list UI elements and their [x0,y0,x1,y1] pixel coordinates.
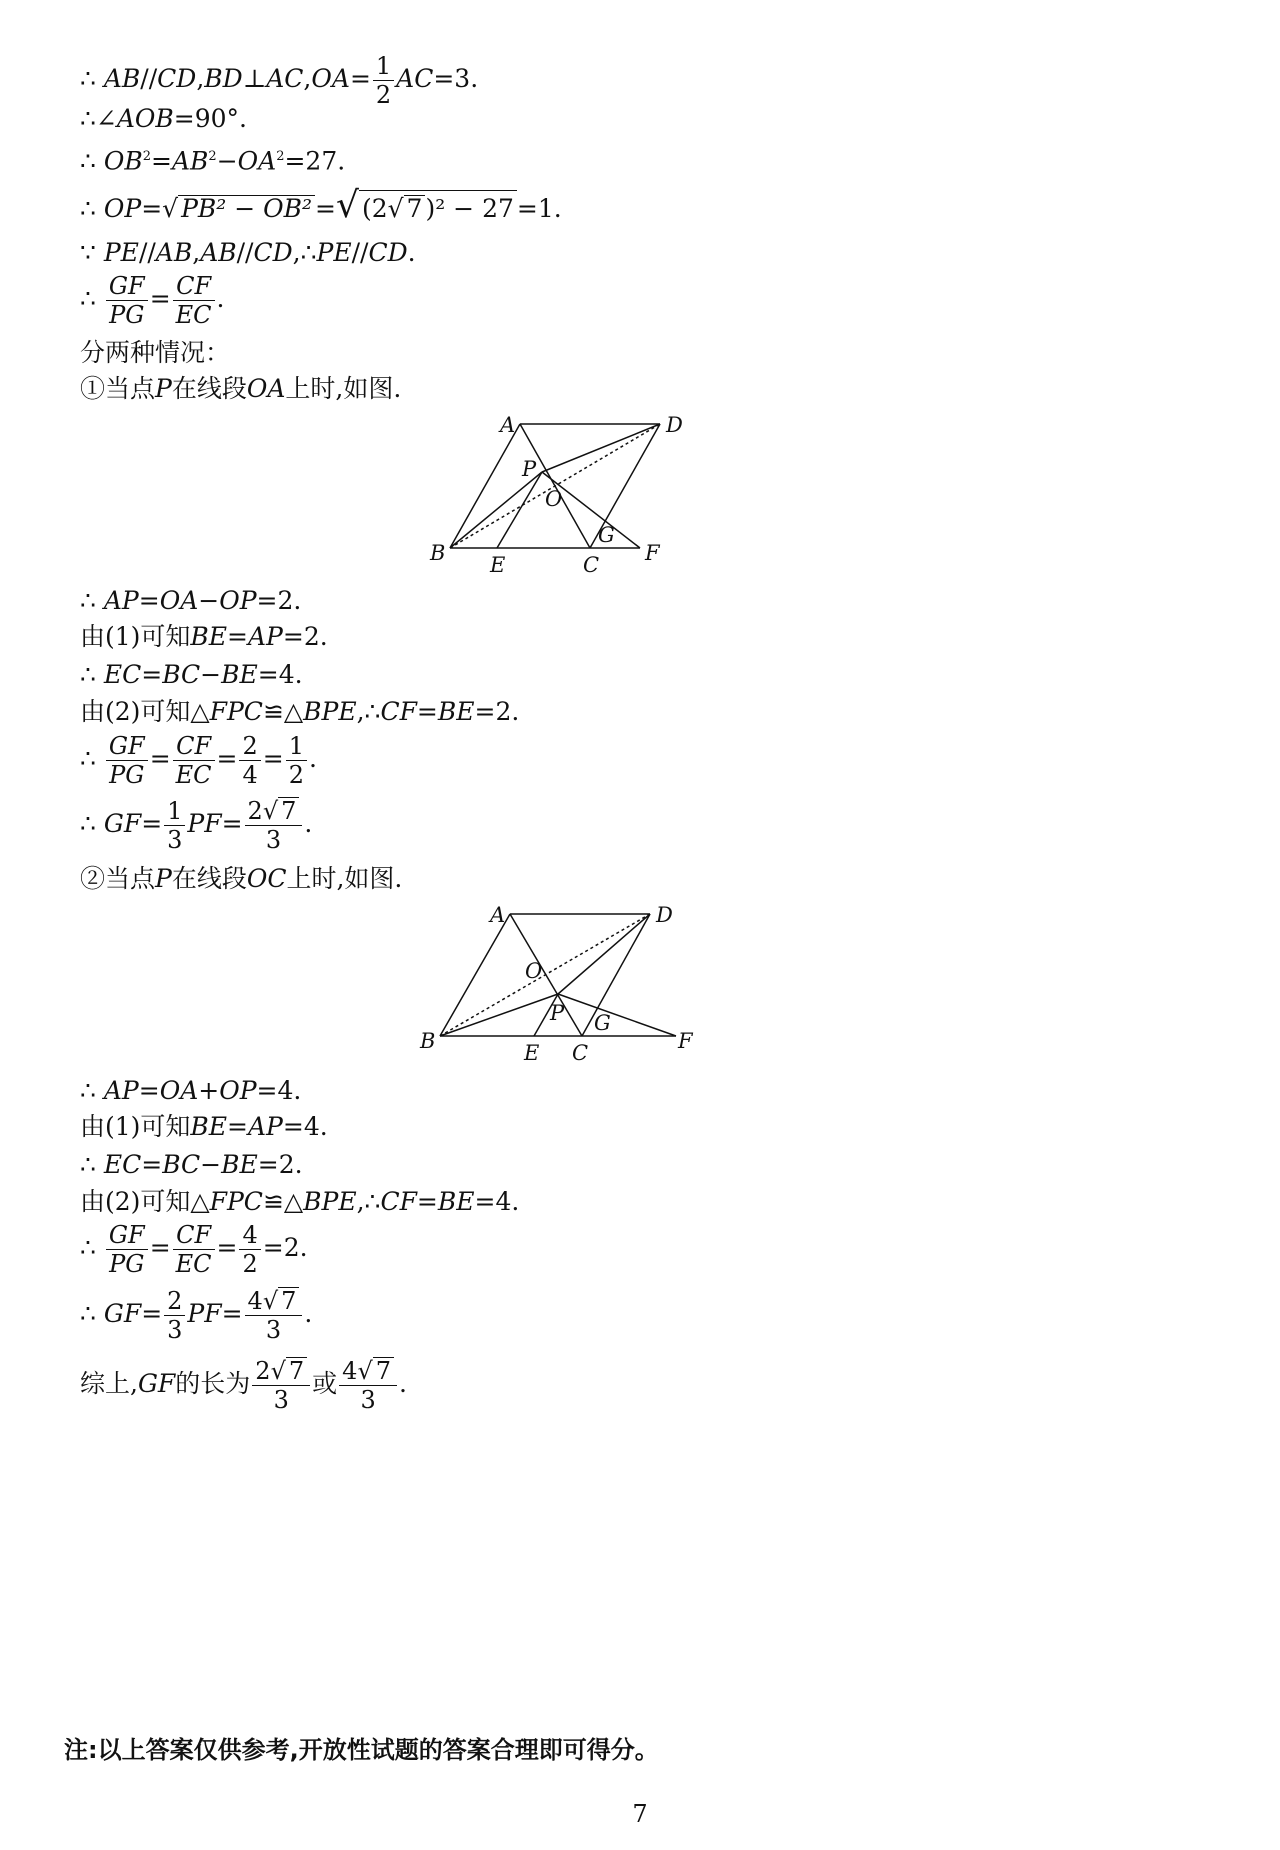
fraction-numerator: GF [106,732,148,761]
figure-1 [0,400,1280,600]
math-op: = [262,744,284,773]
math-op: = [141,194,163,223]
square-root: √ PB² − OB² [162,194,315,224]
label-A: A [500,413,516,437]
therefore-symbol: ∴ [80,586,96,615]
line-3 [80,142,345,176]
math-var: OP [219,1076,257,1105]
therefore-symbol: ∴ [80,194,96,223]
fraction-numerator: CF [173,1221,215,1250]
label-C: C [583,553,600,577]
radicand: 7 [278,797,299,824]
math-var: AB [103,64,141,93]
math-var: OA [311,64,350,93]
fraction-numerator: 4 [239,1221,260,1250]
fraction-numerator: GF [106,272,148,301]
text: 的长为 [175,1369,251,1398]
text: 在线段 [171,864,247,893]
fraction [173,272,215,329]
math-op: , [303,64,312,93]
line-2 [80,104,247,134]
math-var: BC [162,1150,201,1179]
text: ②当点 [80,864,156,893]
fraction-denominator: 2 [288,761,304,789]
label-B: B [430,541,446,565]
fraction [245,797,303,854]
fraction [173,732,215,789]
radicand: 7 [286,1357,307,1384]
math-op: = [151,146,172,176]
fraction-numerator: 1 [373,52,394,81]
math-op: // [138,238,156,267]
label-D: D [666,413,683,437]
math-var: BE [190,622,228,651]
math-op: . [407,238,416,267]
math-op: . [304,1299,313,1328]
fraction [173,1221,215,1278]
math-var: OC [246,864,287,893]
fraction-numerator: GF [106,1221,148,1250]
footnote: 注:以上答案仅供参考,开放性试题的答案合理即可得分。 [64,1736,659,1764]
math-op: − [216,146,238,176]
math-var: CF [380,1187,417,1216]
math-var: BC [162,660,201,689]
superscript: 2 [276,149,285,164]
fraction-denominator: PG [109,761,145,789]
math-op: =2. [257,1150,303,1179]
line-5 [80,238,416,268]
math-op: =2. [256,586,302,615]
math-var: BE [221,1150,258,1179]
text: 在线段 [171,374,247,403]
coefficient: 4 [342,1357,358,1385]
fraction-denominator: PG [109,1250,145,1278]
math-op: = [149,284,171,313]
math-var: EC [103,1150,142,1179]
therefore-symbol: ∴ [80,1076,96,1105]
math-op: − [198,586,220,615]
edge-PE [497,472,542,548]
label-F: F [678,1029,693,1053]
fraction-denominator: 3 [265,1316,282,1344]
math-op: = [416,697,438,726]
therefore-symbol: ∴ [80,809,96,838]
fraction [106,732,148,789]
fraction-denominator: EC [175,1250,212,1278]
case2-line-6 [80,1287,312,1344]
text: 或 [312,1369,338,1398]
case2-line-3 [80,1150,303,1180]
math-op: =2. [262,1233,308,1262]
label-B: B [420,1029,436,1053]
math-op: = [138,586,160,615]
label-E: E [524,1041,540,1065]
math-op: =27. [284,146,346,176]
label-O: O [545,487,563,511]
coefficient: 2 [247,797,263,825]
radicand: PB² − OB² [178,195,315,222]
fraction [373,52,394,109]
math-op: =2. [474,697,520,726]
math-var: BPE [303,697,357,726]
therefore-symbol: ∴ [80,1299,96,1328]
math-var: AC [266,64,304,93]
math-var: AB [200,238,237,267]
superscript: 2 [208,149,217,164]
fraction-numerator: CF [173,272,215,301]
fraction-denominator: 3 [167,1316,183,1344]
inner-radicand: 7 [404,195,426,222]
math-op: , [192,238,201,267]
fraction [239,732,260,789]
math-op: ≌△ [262,697,304,726]
math-var: AB [155,238,193,267]
fraction [286,732,307,789]
edge-PF [558,994,676,1036]
fraction [245,1287,303,1344]
fraction-denominator: PG [109,301,145,329]
math-op: = [141,660,163,689]
label-F: F [645,541,660,565]
math-op: . [304,809,313,838]
text: 由(1)可知 [80,622,191,651]
math-var: BE [437,697,475,726]
fraction-numerator: 1 [164,797,185,826]
fraction [239,1221,260,1278]
math-op: ,∴ [292,238,317,267]
radicand-part: (2 [361,194,388,223]
fraction-denominator: 3 [273,1386,289,1414]
math-op: =4. [474,1187,520,1216]
fraction-denominator: 3 [265,826,282,854]
math-var: OP [219,586,257,615]
coefficient: 2 [255,1357,271,1385]
math-var: OB [103,146,143,176]
radicand: (2√ 7 )² − 27 [359,190,517,227]
fraction-numerator: 1 [286,732,307,761]
math-op: =90°. [173,104,247,133]
label-G: G [594,1011,611,1035]
math-op: , [196,64,205,93]
math-op: ∴∠ [80,104,117,133]
math-op: = [141,1150,163,1179]
math-op: = [315,194,336,223]
math-var: BE [190,1112,228,1141]
fraction-numerator: 2√ 7 [245,797,303,826]
fraction [164,797,185,854]
edge-PD [558,914,650,994]
case1-line-2 [80,622,328,652]
math-var: AP [248,1112,283,1141]
math-var: PF [187,1299,222,1328]
math-op: − [200,660,222,689]
text: 由(1)可知 [80,1112,191,1141]
fraction [106,1221,148,1278]
math-var: OA [246,374,286,403]
math-op: = [221,1299,243,1328]
math-op: = [216,1233,238,1262]
conclusion-line [80,1357,407,1414]
math-var: PF [187,809,222,838]
math-op: . [309,744,317,773]
math-var: PE [103,238,139,267]
fraction-numerator: CF [173,732,215,761]
math-var: AP [103,586,139,615]
fraction-denominator: EC [175,301,212,329]
math-op: = [227,622,248,651]
diagonal-BD-dashed [450,424,660,548]
therefore-symbol: ∴ [80,660,96,689]
fraction [164,1287,185,1344]
therefore-symbol: ∴ [80,1150,96,1179]
case2-line-2 [80,1112,328,1142]
radicand-part: )² − 27 [425,194,514,223]
math-var: AB [171,146,209,176]
because-symbol: ∵ [80,238,96,267]
math-var: BD [204,64,243,93]
superscript: 2 [142,149,152,164]
text: ①当点 [80,374,156,403]
math-op: ≌△ [262,1187,304,1216]
case2-line-1 [80,1076,301,1106]
radicand: 7 [373,1357,394,1384]
text: 由(2)可知△ [80,697,210,726]
fraction [252,1357,310,1414]
fraction-numerator: 2 [164,1287,185,1316]
math-op: =4. [282,1112,328,1141]
text: 上时,如图. [285,374,402,403]
edge-BP [450,472,542,548]
math-op: = [349,64,371,93]
edge-AB [440,914,510,1036]
fraction [339,1357,397,1414]
line-1 [80,52,478,109]
math-op: ⊥ [242,64,267,93]
edge-DC [582,914,650,1036]
math-op: // [351,238,369,267]
math-var: AP [103,1076,139,1105]
therefore-symbol: ∴ [80,1233,96,1262]
line-4 [80,185,562,227]
label-A: A [490,903,506,927]
math-op: // [140,64,158,93]
math-op: =4. [256,1076,302,1105]
case2-line-5 [80,1221,308,1278]
fraction-denominator: 3 [167,826,183,854]
fraction-denominator: 3 [360,1386,376,1414]
math-op: = [227,1112,248,1141]
case2-line-4 [80,1187,519,1217]
label-P: P [550,1001,565,1025]
therefore-symbol: ∴ [80,64,96,93]
edge-BP [440,994,558,1036]
math-var: PE [316,238,352,267]
case1-line-6 [80,797,312,854]
math-var: OA [159,1076,199,1105]
fraction-numerator: 4√ 7 [245,1287,303,1316]
math-op: // [236,238,254,267]
page-number: 7 [632,1800,648,1828]
case1-line-3 [80,660,303,690]
math-var: AOB [116,104,174,133]
math-var: FPC [209,1187,263,1216]
math-var: OA [159,586,199,615]
math-op: + [198,1076,220,1105]
fraction-denominator: 2 [375,81,392,109]
edge-PD [542,424,660,472]
fraction-numerator: 4√ 7 [339,1357,397,1386]
math-op: = [416,1187,438,1216]
text: 由(2)可知△ [80,1187,210,1216]
math-var: CD [253,238,293,267]
text: 综上, [80,1369,138,1398]
math-var: BPE [303,1187,357,1216]
math-var: AC [396,64,434,93]
fraction-denominator: 4 [242,761,258,789]
label-O: O [525,959,543,983]
math-var: GF [103,1299,142,1328]
radicand: 7 [278,1287,299,1314]
label-D: D [656,903,673,927]
math-var: AP [248,622,283,651]
text: 分两种情况： [80,338,231,367]
math-op: = [141,1299,163,1328]
fraction-numerator: 2 [239,732,260,761]
math-op: =4. [257,660,303,689]
math-var: P [155,374,172,403]
math-var: GF [103,809,142,838]
label-E: E [490,553,506,577]
edge-AB [450,424,520,548]
case1-line-4 [80,697,519,727]
math-op: ,∴ [356,697,381,726]
math-op: = [221,809,243,838]
math-var: OP [103,194,142,223]
math-op: = [141,809,163,838]
math-var: EC [103,660,142,689]
math-op: ,∴ [356,1187,381,1216]
case1-line-1 [80,586,301,616]
line-6 [80,272,224,329]
therefore-symbol: ∴ [80,146,96,176]
therefore-symbol: ∴ [80,744,96,773]
math-var: FPC [209,697,263,726]
line-cases-intro [80,338,230,368]
math-var: BE [221,660,258,689]
math-op: = [149,744,171,773]
math-op: =3. [433,64,479,93]
square-root: √ (2√ 7 )² − 27 [336,190,517,227]
math-op: . [399,1369,407,1398]
math-var: P [155,864,172,893]
math-var: OA [237,146,277,176]
coefficient: 4 [247,1287,263,1315]
fraction-denominator: 2 [242,1250,258,1278]
math-var: CD [157,64,197,93]
math-op: = [149,1233,171,1262]
math-var: CF [380,697,417,726]
label-P: P [522,457,537,481]
math-op: =2. [282,622,328,651]
math-op: . [216,284,225,313]
math-op: =1. [516,194,562,223]
math-op: = [138,1076,160,1105]
label-G: G [598,523,615,547]
math-var: GF [137,1369,176,1398]
fraction [106,272,148,329]
label-C: C [572,1041,589,1065]
text: 上时,如图. [286,864,403,893]
math-var: BE [437,1187,475,1216]
figure-2 [0,890,1280,1080]
therefore-symbol: ∴ [80,284,96,313]
fraction-denominator: EC [175,761,212,789]
fraction-numerator: 2√ 7 [252,1357,310,1386]
case1-line-5 [80,732,317,789]
math-op: − [200,1150,222,1179]
math-var: CD [368,238,408,267]
math-op: = [216,744,238,773]
